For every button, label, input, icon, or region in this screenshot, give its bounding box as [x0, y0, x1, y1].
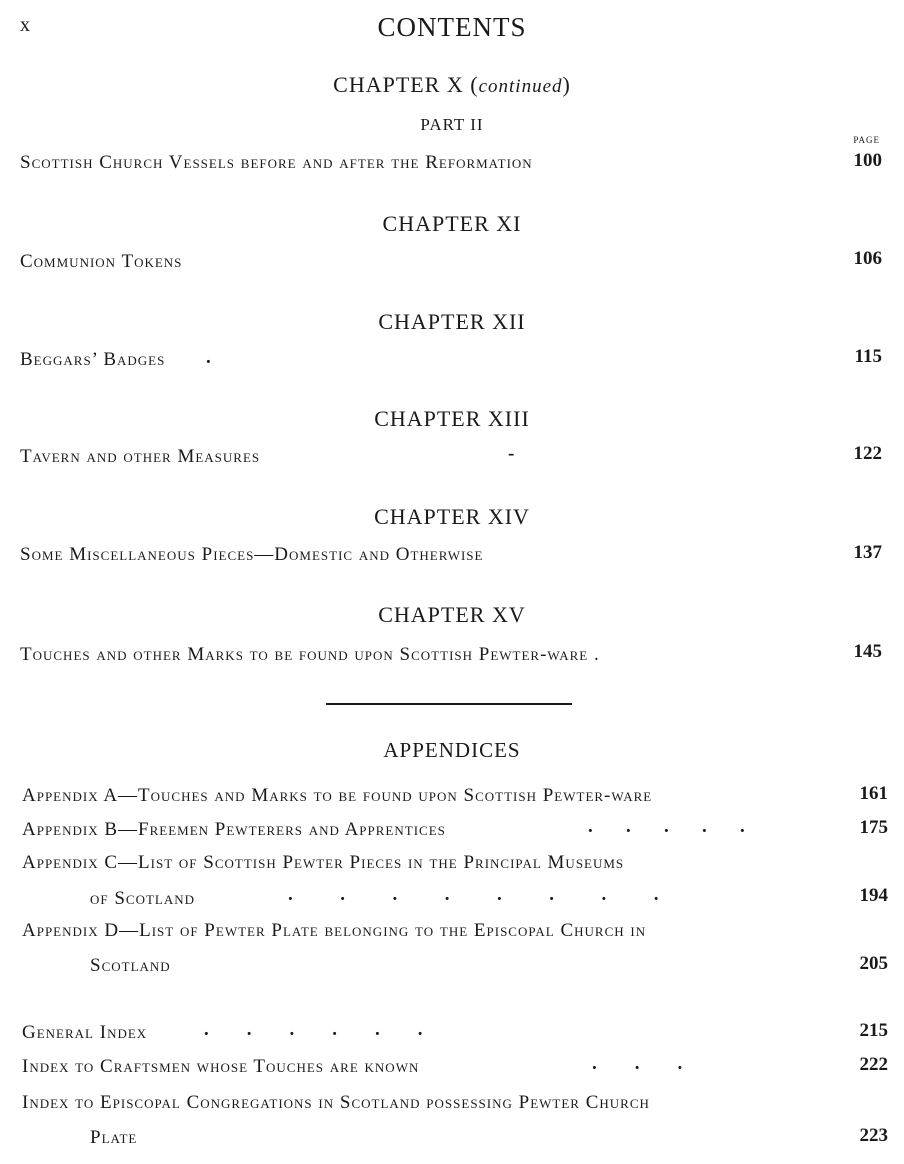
- toc-entry-craftsmen-index: Index to Craftsmen whose Touches are known: [22, 1056, 420, 1077]
- toc-entry-ch14: Some Miscellaneous Pieces—Domestic and Otherwise: [20, 544, 484, 565]
- chapter-x-heading-main: CHAPTER X (: [333, 72, 479, 97]
- leaders-craftsmen-index: . . .: [592, 1053, 683, 1074]
- chapter-xiv-heading: CHAPTER XIV: [374, 504, 530, 529]
- page-number-ch13: 122: [853, 443, 882, 464]
- chapter-xv-heading: CHAPTER XV: [378, 602, 526, 627]
- leaders-appendix-b: . . . . .: [588, 816, 745, 837]
- page-number-episcopal-index: 223: [859, 1125, 888, 1146]
- section-divider: [326, 703, 572, 705]
- toc-entry-ch15: Touches and other Marks to be found upon Scottish Pewter-ware .: [20, 644, 600, 665]
- appendices-heading: APPENDICES: [383, 738, 521, 762]
- page-number-craftsmen-index: 222: [859, 1054, 888, 1075]
- toc-entry-ch13: Tavern and other Measures: [20, 446, 261, 467]
- toc-entry-appendix-c-line1: Appendix C—List of Scottish Pewter Pieces in the Principal Museums: [22, 852, 625, 873]
- chapter-x-heading: [0, 72, 904, 98]
- folio-number: x: [20, 14, 30, 36]
- page-number-ch10: 100: [853, 150, 882, 171]
- toc-entry-appendix-a: Appendix A—Touches and Marks to be found upon Scottish Pewter-ware: [22, 785, 653, 806]
- toc-entry-ch10: Scottish Church Vessels before and after the Reformation: [20, 152, 533, 173]
- chapter-x-heading-close: ): [562, 72, 571, 97]
- toc-entry-general-index: General Index: [22, 1022, 148, 1043]
- page-number-appendix-a: 161: [859, 783, 888, 804]
- chapter-x-heading-italic: continued: [478, 76, 563, 97]
- leaders-appendix-c: . . . . . . . .: [288, 884, 659, 905]
- part-ii-heading: PART II: [420, 115, 484, 134]
- page-number-appendix-b: 175: [859, 817, 888, 838]
- page-column-label: PAGE: [853, 135, 880, 145]
- leader-ch12: .: [206, 347, 211, 368]
- leaders-general-index: . . . . . .: [204, 1019, 423, 1040]
- page-number-appendix-d: 205: [859, 953, 888, 974]
- toc-entry-appendix-d-line1: Appendix D—List of Pewter Plate belonging to the Episcopal Church in: [22, 920, 647, 941]
- page-number-ch15: 145: [853, 641, 882, 662]
- leader-ch13: -: [508, 443, 515, 464]
- toc-entry-appendix-d-line2: Scotland: [90, 955, 171, 976]
- chapter-xi-heading: CHAPTER XI: [382, 211, 522, 236]
- toc-entry-ch12: Beggars’ Badges: [20, 349, 166, 370]
- toc-entry-episcopal-index-line2: Plate: [90, 1127, 138, 1148]
- page-title: CONTENTS: [377, 12, 527, 42]
- chapter-xii-heading: CHAPTER XII: [378, 309, 526, 334]
- toc-entry-episcopal-index-line1: Index to Episcopal Congregations in Scotland possessing Pewter Church: [22, 1092, 650, 1113]
- toc-entry-appendix-c-line2: of Scotland: [90, 888, 196, 909]
- page-number-ch14: 137: [853, 542, 882, 563]
- toc-entry-appendix-b: Appendix B—Freemen Pewterers and Apprentices: [22, 819, 446, 840]
- page-number-appendix-c: 194: [859, 885, 888, 906]
- page-number-ch12: 115: [854, 346, 882, 367]
- page-number-general-index: 215: [859, 1020, 888, 1041]
- chapter-xiii-heading: CHAPTER XIII: [374, 406, 530, 431]
- page-number-ch11: 106: [853, 248, 882, 269]
- toc-entry-ch11: Communion Tokens: [20, 251, 183, 272]
